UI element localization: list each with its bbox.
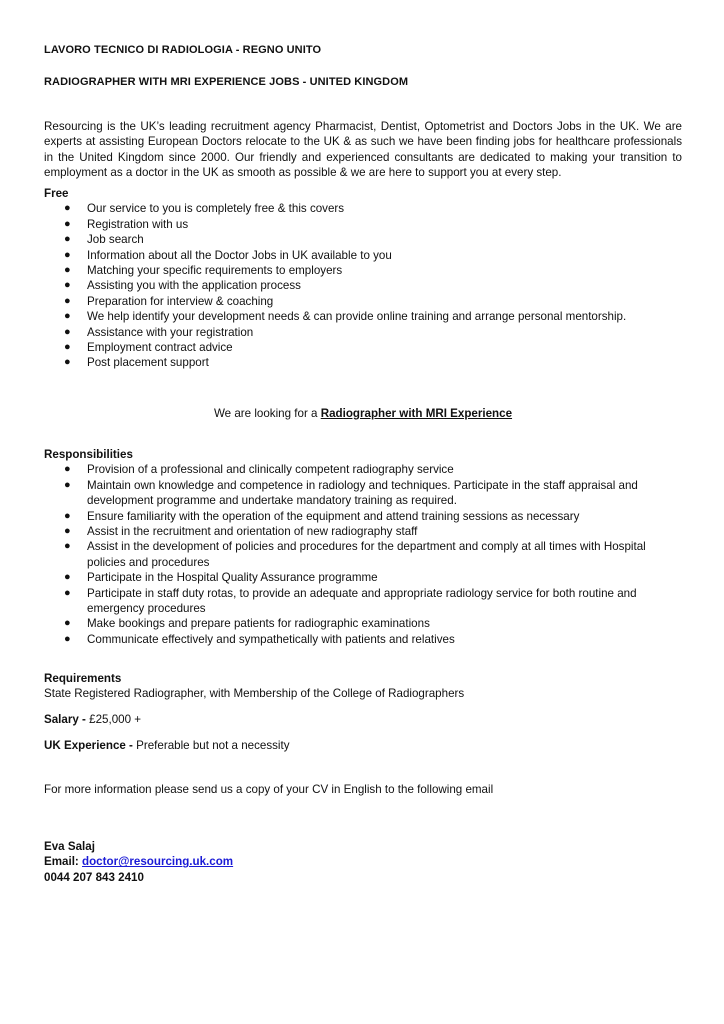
uk-experience-label: UK Experience -	[44, 739, 137, 752]
bullet-icon: ●	[64, 233, 71, 246]
bullet-icon: ●	[64, 202, 71, 215]
responsibilities-heading: Responsibilities	[44, 448, 133, 461]
list-item: ● Post placement support	[64, 356, 209, 370]
list-item: ● Assistance with your registration	[64, 325, 254, 339]
bullet-icon: ●	[64, 217, 71, 230]
bullet-icon: ●	[64, 571, 71, 584]
salary-label: Salary -	[44, 713, 90, 726]
bullet-icon: ●	[64, 525, 71, 538]
bullet-icon: ●	[64, 632, 71, 645]
list-item: ● Assist in the development of policies and procedures for the department and comply at all times with Hospital policies and procedures	[64, 540, 646, 569]
title-italian: LAVORO TECNICO DI RADIOLOGIA - REGNO UNITO	[44, 44, 322, 56]
bullet-icon: ●	[64, 478, 71, 491]
title-english: RADIOGRAPHER WITH MRI EXPERIENCE JOBS - UNITED KINGDOM	[44, 76, 409, 88]
contact-name: Eva Salaj	[44, 840, 95, 853]
looking-for-line	[44, 406, 682, 421]
bullet-icon: ●	[64, 586, 71, 599]
requirements-text: State Registered Radiographer, with Membership of the College of Radiographers	[44, 687, 465, 701]
bullet-icon: ●	[64, 617, 71, 630]
requirements-heading: Requirements	[44, 672, 122, 685]
email-label: Email:	[44, 855, 83, 869]
free-section	[44, 186, 682, 371]
uk-experience-line	[44, 738, 682, 753]
bullet-icon: ●	[64, 341, 71, 354]
list-item: ● Participate in staff duty rotas, to provide an adequate and appropriate radiology service for both routine and emergency procedures	[64, 586, 637, 616]
list-item: ● Employment contract advice	[64, 341, 233, 355]
list-item: ● Our service to you is completely free & this covers	[64, 202, 345, 216]
bullet-icon: ●	[64, 463, 71, 476]
list-item: ● Ensure familiarity with the operation of the equipment and attend training sessions as necessary	[64, 509, 580, 523]
more-info-text: For more information please send us a copy of your CV in English to the following email	[44, 783, 494, 796]
uk-experience-value: Preferable but not a necessity	[136, 739, 290, 752]
list-item: ● We help identify your development needs & can provide online training and arrange personal mentorship.	[64, 310, 627, 324]
list-item: ● Maintain own knowledge and competence in radiology and techniques. Participate in the staff appraisal and development programme and undertake mandatory training as required.	[64, 478, 638, 508]
role-title: Radiographer with MRI Experience	[320, 407, 513, 420]
contact-phone: 0044 207 843 2410	[44, 870, 144, 884]
contact-email-line	[44, 854, 682, 869]
list-item: ● Matching your specific requirements to employers	[64, 264, 343, 278]
responsibilities-list	[44, 462, 682, 647]
list-item: ● Registration with us	[64, 217, 189, 231]
bullet-icon: ●	[64, 264, 71, 277]
bullet-icon: ●	[64, 310, 71, 323]
responsibilities-section	[44, 447, 682, 647]
list-item: ● Participate in the Hospital Quality Assurance programme	[64, 571, 378, 585]
bullet-icon: ●	[64, 325, 71, 338]
intro-paragraph: Resourcing is the UK’s leading recruitment agency Pharmacist, Dentist, Optometrist and Doctors Jobs in the UK. We are experts at assisting European Doctors relocate to the UK & as such we have been finding jobs for healthcare professionals in the United Kingdom since 2000. Our friendly and experienced consultants are dedicated to making your transition to employment as a doctor in the UK as smooth as possible & we are here to support you at every step.	[44, 120, 682, 180]
bullet-icon: ●	[64, 279, 71, 292]
bullet-icon: ●	[64, 509, 71, 522]
list-item: ● Assist in the recruitment and orientation of new radiography staff	[64, 525, 418, 539]
salary-value: £25,000 +	[89, 713, 142, 726]
contact-block	[44, 839, 682, 885]
list-item: ● Assisting you with the application process	[64, 279, 301, 293]
bullet-icon: ●	[64, 540, 71, 553]
salary-line	[44, 712, 682, 727]
list-item: ● Information about all the Doctor Jobs in UK available to you	[64, 248, 392, 262]
bullet-icon: ●	[64, 294, 71, 307]
looking-prefix: We are looking for a	[213, 407, 321, 420]
list-item: ● Preparation for interview & coaching	[64, 294, 274, 308]
free-heading: Free	[44, 187, 69, 200]
free-list	[44, 201, 682, 370]
list-item: ● Communicate effectively and sympathetically with patients and relatives	[64, 632, 455, 646]
list-item: ● Make bookings and prepare patients for radiographic examinations	[64, 617, 430, 631]
list-item: ● Job search	[64, 233, 144, 247]
bullet-icon: ●	[64, 356, 71, 369]
bullet-icon: ●	[64, 248, 71, 261]
email-link[interactable]: doctor@resourcing.uk.com	[82, 855, 234, 869]
list-item: ● Provision of a professional and clinically competent radiography service	[64, 463, 454, 477]
requirements-section	[44, 671, 682, 702]
